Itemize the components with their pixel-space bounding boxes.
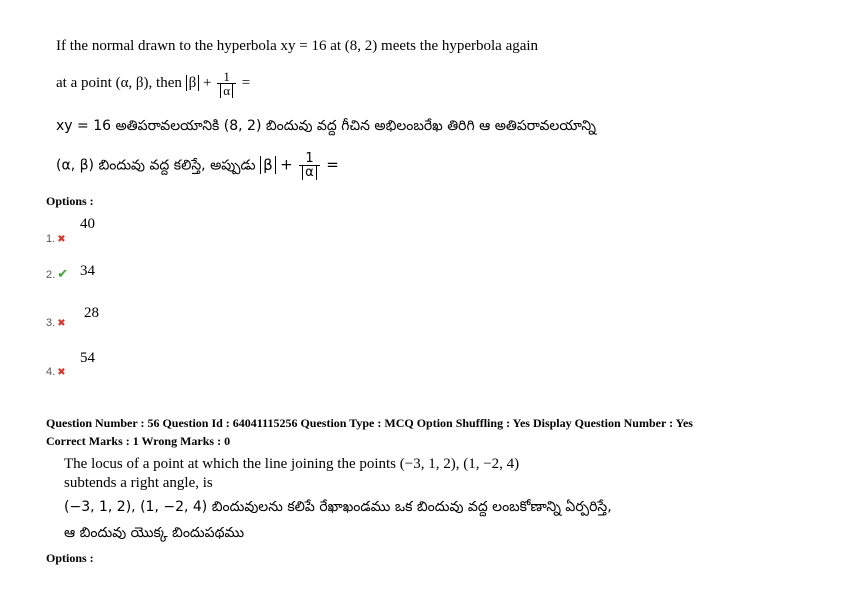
option-2-value[interactable]: 34	[80, 263, 95, 279]
options-label-56: Options :	[46, 551, 94, 565]
question-56-en-line2: subtends a right angle, is	[64, 475, 213, 491]
option-4-value[interactable]: 54	[80, 350, 95, 366]
option-2-marker	[46, 265, 68, 283]
fraction	[217, 70, 236, 97]
option-1-marker	[46, 229, 66, 247]
option-2-number: 2.	[46, 269, 56, 281]
option-4-number: 4.	[46, 366, 56, 378]
question-56-te-line1: (−3, 1, 2), (1, −2, 4) బిందువులను కలిపే రేఖాఖండము ఒక బిందువు వద్ద లంబకోణాన్ని ఏర్పరిస్తే,	[64, 499, 612, 515]
correct-icon: ✔	[57, 267, 69, 282]
question-meta-line2: Correct Marks : 1 Wrong Marks : 0	[46, 434, 231, 448]
option-3-value[interactable]: 28	[84, 305, 99, 321]
fraction-te-numerator: 1	[299, 152, 320, 166]
option-4-marker	[46, 362, 66, 380]
abs-alpha: α	[220, 83, 233, 98]
question-prefix: at a point (α, β), then	[56, 74, 182, 91]
question-meta-line1: Question Number : 56 Question Id : 64041115256 Question Type : MCQ Option Shuffling : Yes Display Question Number : Yes	[46, 416, 693, 430]
option-1-value[interactable]: 40	[80, 216, 95, 232]
question-text-en-line2	[56, 70, 250, 97]
question-te-prefix: (α, β) బిందువు వద్ద కలిస్తే, అప్పుడు	[56, 157, 256, 174]
abs-beta-te: β	[260, 156, 276, 174]
wrong-icon: ✖	[57, 367, 66, 378]
abs-alpha-te: α	[302, 165, 317, 180]
fraction-denominator	[217, 84, 236, 97]
question-text-te-line2	[56, 152, 339, 179]
wrong-icon: ✖	[57, 234, 66, 245]
fraction-numerator: 1	[217, 70, 236, 84]
question-56-te-line2: ఆ బిందువు యొక్క బిందుపథము	[64, 525, 245, 541]
option-3-number: 3.	[46, 317, 56, 329]
question-text-en-line1: If the normal drawn to the hyperbola xy = 16 at (8, 2) meets the hyperbola again	[56, 38, 539, 54]
equals-sign: =	[241, 74, 251, 91]
equals-sign-te: =	[326, 155, 339, 174]
question-56-en-line1: The locus of a point at which the line joining the points (−3, 1, 2), (1, −2, 4)	[64, 456, 520, 472]
options-label: Options :	[46, 194, 94, 208]
fraction-te	[299, 152, 320, 179]
fraction-te-denominator	[299, 166, 320, 179]
plus-sign-te: +	[280, 155, 293, 174]
abs-beta: β	[186, 75, 200, 91]
question-text-te-line1: xy = 16 అతిపరావలయానికి (8, 2) బిందువు వద్ద గీచిన అభిలంబరేఖ తిరిగి ఆ అతిపరావలయాన్ని	[56, 118, 597, 134]
option-1-number: 1.	[46, 233, 56, 245]
option-3-marker	[46, 313, 66, 331]
wrong-icon: ✖	[57, 318, 66, 329]
plus-sign: +	[203, 74, 212, 91]
